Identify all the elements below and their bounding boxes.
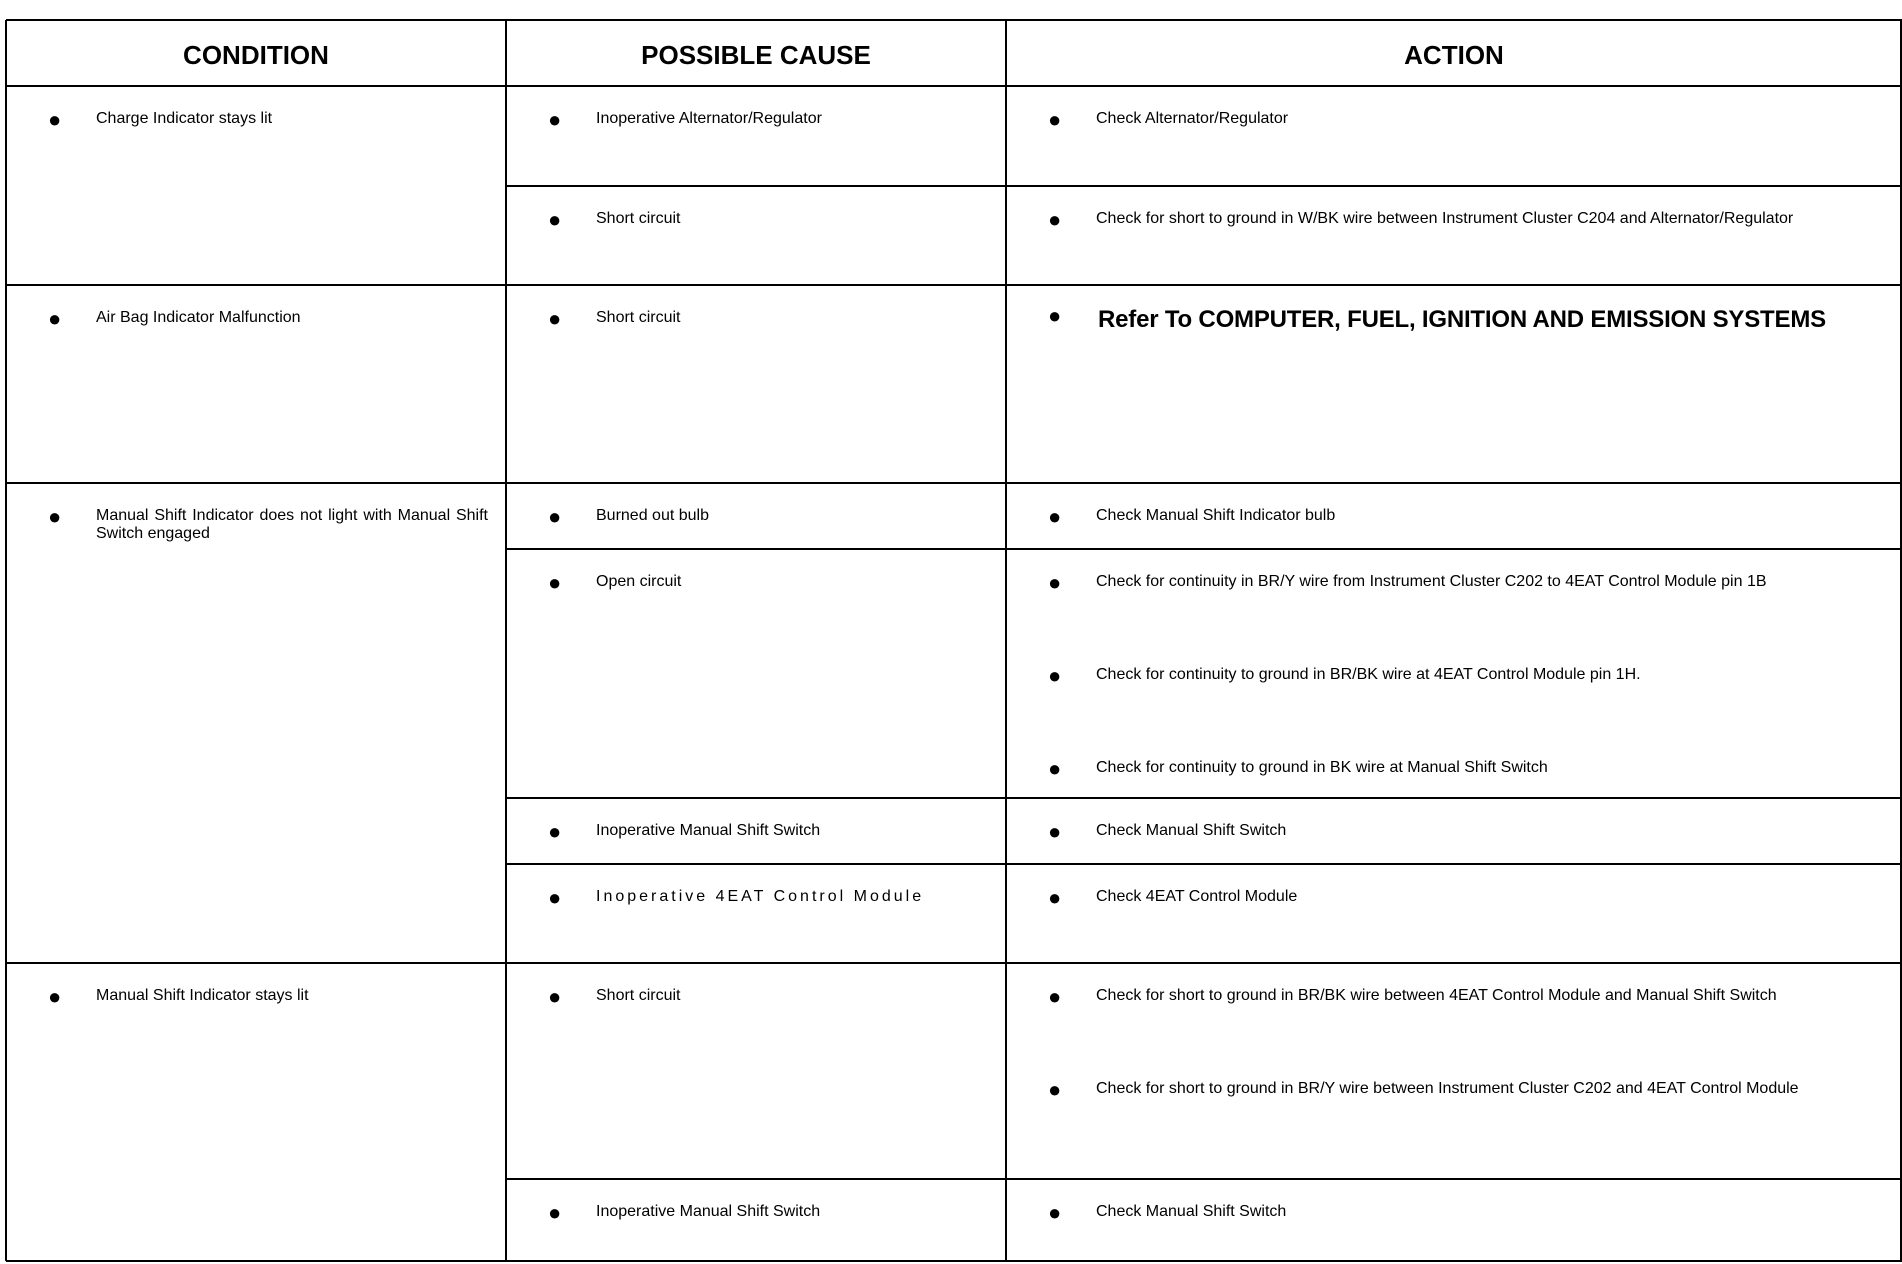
bullet-icon: ● [1048, 207, 1062, 232]
cause-text: Short circuit [596, 210, 681, 227]
bullet-icon: ● [1048, 756, 1062, 781]
action-lit-1b [1048, 1077, 1884, 1102]
action-text: Check for continuity to ground in BK wire at Manual Shift Switch [1096, 759, 1548, 776]
cause-manual-4 [548, 885, 988, 910]
action-text: Check for continuity to ground in BR/BK wire at 4EAT Control Module pin 1H. [1096, 666, 1641, 683]
bullet-icon: ● [548, 107, 562, 132]
bullet-icon: ● [548, 504, 562, 529]
condition-charge-indicator [48, 107, 488, 132]
action-text: Check 4EAT Control Module [1096, 888, 1298, 905]
bullet-icon: ● [1048, 663, 1062, 688]
cause-text: Inoperative 4EAT Control Module [596, 888, 925, 905]
cause-text: Open circuit [596, 573, 682, 590]
action-text: Check Manual Shift Switch [1096, 822, 1287, 839]
cause-text: Short circuit [596, 987, 681, 1004]
bullet-icon: ● [548, 885, 562, 910]
bullet-icon: ● [548, 1200, 562, 1225]
bullet-icon: ● [548, 984, 562, 1009]
condition-air-bag [48, 306, 488, 331]
condition-manual-shift-no-light [48, 504, 488, 543]
action-airbag-1 [1048, 303, 1900, 334]
action-manual-2c [1048, 756, 1884, 781]
header-condition: CONDITION [183, 40, 329, 70]
cause-airbag-1 [548, 306, 988, 331]
action-lit-1a [1048, 984, 1884, 1009]
cause-manual-1 [548, 504, 988, 529]
action-text: Check Manual Shift Indicator bulb [1096, 507, 1336, 524]
cause-text: Inoperative Alternator/Regulator [596, 110, 822, 127]
cause-charge-2 [548, 207, 988, 232]
action-manual-3 [1048, 819, 1884, 844]
cause-text: Inoperative Manual Shift Switch [596, 822, 821, 839]
action-charge-1 [1048, 107, 1884, 132]
cause-charge-1 [548, 107, 988, 132]
condition-text: Charge Indicator stays lit [96, 110, 273, 127]
cause-manual-3 [548, 819, 988, 844]
condition-text: Air Bag Indicator Malfunction [96, 309, 301, 326]
action-manual-4 [1048, 885, 1884, 910]
bullet-icon: ● [1048, 303, 1062, 328]
action-text: Check for short to ground in BR/BK wire between 4EAT Control Module and Manual Shift Switch [1096, 987, 1777, 1004]
bullet-icon: ● [1048, 1077, 1062, 1102]
action-charge-2 [1048, 207, 1884, 232]
action-manual-2b [1048, 663, 1884, 688]
bullet-icon: ● [48, 306, 62, 331]
bullet-icon: ● [548, 306, 562, 331]
action-manual-1 [1048, 504, 1884, 529]
cause-manual-2 [548, 570, 988, 595]
action-text: Refer To COMPUTER, FUEL, IGNITION AND EMISSION SYSTEMS [1098, 306, 1826, 333]
cause-lit-2 [548, 1200, 988, 1225]
bullet-icon: ● [1048, 107, 1062, 132]
bullet-icon: ● [548, 819, 562, 844]
action-lit-2 [1048, 1200, 1884, 1225]
bullet-icon: ● [1048, 885, 1062, 910]
cause-text: Burned out bulb [596, 507, 709, 524]
condition-text: Manual Shift Indicator does not light with Manual Shift Switch engaged [96, 507, 488, 542]
action-text: Check for short to ground in W/BK wire between Instrument Cluster C204 and Alternator/Regulator [1096, 210, 1794, 227]
action-manual-2a [1048, 570, 1884, 595]
bullet-icon: ● [1048, 570, 1062, 595]
action-text: Check Alternator/Regulator [1096, 110, 1289, 127]
action-text: Check Manual Shift Switch [1096, 1203, 1287, 1220]
bullet-icon: ● [1048, 504, 1062, 529]
condition-text: Manual Shift Indicator stays lit [96, 987, 309, 1004]
action-text: Check for continuity in BR/Y wire from Instrument Cluster C202 to 4EAT Control Module pin 1B [1096, 573, 1767, 590]
header-possible-cause: POSSIBLE CAUSE [641, 40, 871, 70]
bullet-icon: ● [48, 504, 62, 529]
bullet-icon: ● [1048, 1200, 1062, 1225]
condition-manual-shift-stays-lit [48, 984, 488, 1009]
cause-text: Inoperative Manual Shift Switch [596, 1203, 821, 1220]
action-text: Check for short to ground in BR/Y wire between Instrument Cluster C202 and 4EAT Control Module [1096, 1080, 1799, 1097]
bullet-icon: ● [548, 207, 562, 232]
bullet-icon: ● [1048, 984, 1062, 1009]
cause-lit-1 [548, 984, 988, 1009]
bullet-icon: ● [1048, 819, 1062, 844]
bullet-icon: ● [48, 984, 62, 1009]
header-action: ACTION [1404, 40, 1504, 70]
bullet-icon: ● [48, 107, 62, 132]
bullet-icon: ● [548, 570, 562, 595]
cause-text: Short circuit [596, 309, 681, 326]
